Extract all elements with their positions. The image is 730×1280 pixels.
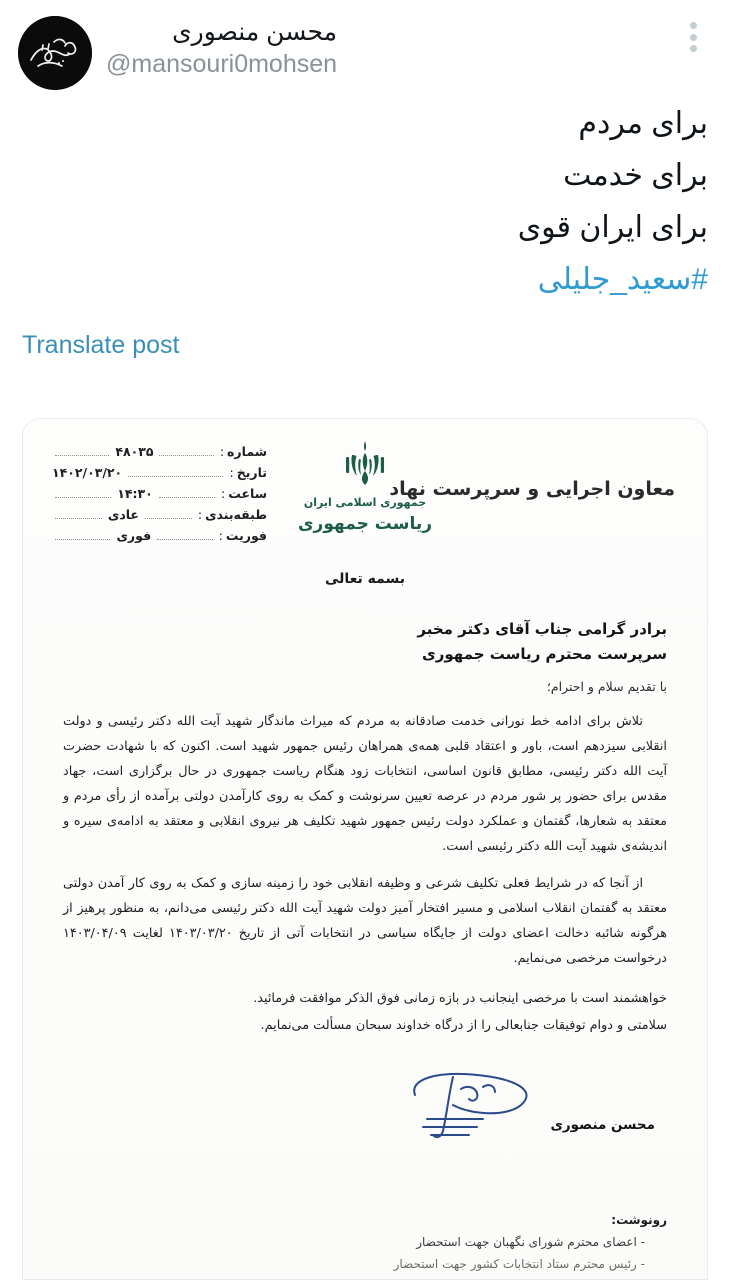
meta-label: شماره	[227, 444, 267, 459]
dotted-leader	[55, 518, 102, 519]
letter-greeting: با تقدیم سلام و احترام؛	[546, 679, 667, 694]
translate-post-link[interactable]: Translate post	[22, 331, 180, 359]
letter-header	[23, 419, 707, 609]
post-line-3: برای ایران قوی	[517, 211, 708, 244]
dot	[690, 34, 697, 41]
meta-label: تاریخ	[236, 465, 267, 480]
meta-value: ۱۴:۳۰	[117, 486, 153, 501]
meta-label: ساعت	[228, 486, 267, 501]
avatar[interactable]	[18, 16, 92, 90]
letter-department: معاون اجرایی و سرپرست نهاد	[389, 478, 675, 500]
dotted-leader	[159, 497, 215, 498]
calligraphy-avatar-icon	[18, 16, 92, 90]
meta-colon: :	[219, 444, 225, 459]
meta-colon: :	[197, 507, 203, 522]
display-name[interactable]: محسن منصوری	[172, 18, 338, 46]
account-identity	[92, 14, 337, 80]
meta-label: فوریت	[225, 528, 267, 543]
meta-row-classification	[52, 504, 267, 525]
post-line-1: برای مردم	[578, 107, 708, 140]
letter-closing	[23, 971, 707, 1039]
closing-line-1: خواهشمند است با مرخصی اینجانب در بازه زمانی فوق الذکر موافقت فرمائید.	[253, 991, 667, 1006]
dot	[690, 45, 697, 52]
meta-value: عادی	[107, 507, 139, 522]
footer-title: رونوشت:	[611, 1213, 667, 1227]
meta-row-time	[52, 483, 267, 504]
more-vertical-icon[interactable]	[682, 20, 704, 54]
emblem-org-line2: ریاست جمهوری	[297, 514, 433, 534]
meta-label: طبقه‌بندی	[205, 507, 267, 522]
letter-paragraph-1: تلاش برای ادامه خط نورانی خدمت صادقانه به مردم که میراث ماندگار شهید آیت الله دکتر رئیسی و دولت انقلابی سیزدهم است، باور و اعتقاد قلبی همه‌ی همراهان رئیس جمهور شهید است. اکنون که با شهادت حضرت آیت الله دکتر رئیسی، مطابق قانون اساسی، انتخابات زود هنگام ریاست جمهوری در حال برگزاری است، جهاد مقدس برای حضور پر شور مردم در عرصه تعیین سرنوشت و کمک به روی کارآمدن دولتی برآمده از رأی مردم و معتقد به شعارها، گفتمان و عملکرد دولت رئیس جمهور شهید تکلیف هر نیروی انقلابی و معتقد به ادامه‌ی سیره و اندیشه‌ی شهید آیت الله دکتر رئیسی است.	[63, 714, 667, 854]
official-letter	[23, 419, 707, 1279]
recipient-line-1: برادر گرامی جناب آقای دکتر مخبر	[417, 620, 667, 638]
dotted-leader	[145, 518, 192, 519]
letter-signer-name: محسن منصوری	[550, 1117, 655, 1133]
letter-recipient	[23, 609, 707, 667]
post-header	[0, 0, 730, 92]
emblem-org-line1: جمهوری اسلامی ایران	[303, 496, 427, 509]
letter-footer	[23, 1209, 707, 1275]
post-line-2: برای خدمت	[563, 159, 708, 192]
meta-colon: :	[229, 465, 234, 480]
meta-colon: :	[221, 486, 226, 501]
footer-item: - رئیس محترم ستاد انتخابات کشور جهت استحضار	[393, 1257, 645, 1271]
post-text	[0, 92, 730, 306]
footer-item: - اعضای محترم شورای نگهبان جهت استحضار	[416, 1235, 645, 1249]
recipient-line-2: سرپرست محترم ریاست جمهوری	[422, 645, 667, 663]
meta-row-urgency	[52, 525, 267, 546]
closing-line-2: سلامتی و دوام توفیقات جنابعالی را از درگاه خداوند سبحان مسألت می‌نمایم.	[260, 1018, 667, 1033]
dot	[690, 22, 697, 29]
dotted-leader	[128, 476, 223, 477]
meta-row-date	[52, 462, 267, 483]
meta-value: ۱۴۰۲/۰۳/۲۰	[52, 465, 123, 480]
dotted-leader	[55, 455, 109, 456]
meta-value: فوری	[116, 528, 152, 543]
dotted-leader	[159, 455, 213, 456]
dotted-leader	[55, 539, 110, 540]
account-handle[interactable]: @mansouri0mohsen	[106, 50, 338, 78]
meta-row-number	[52, 441, 267, 462]
handwritten-signature-icon	[397, 1065, 557, 1143]
post-hashtag[interactable]: #سعید_جلیلی	[537, 263, 708, 296]
letter-meta-block	[52, 441, 267, 546]
iran-emblem-icon	[342, 437, 388, 489]
letter-signature-block	[23, 1065, 707, 1161]
letter-paragraph-2: از آنجا که در شرایط فعلی تکلیف شرعی و وظیفه انقلابی خود را زمینه سازی و کمک به روی کار آمدن دولتی معتقد به گفتمان انقلاب اسلامی و مسیر افتخار آمیز دولت شهید آیت الله دکتر رئیسی می‌دانم، به منظور پرهیز از هرگونه شائبه دخالت اعضای دولت از جایگاه سیاسی در انتخابات آتی از تاریخ ۱۴۰۳/۰۳/۲۰ لغایت ۱۴۰۳/۰۴/۰۹ درخواست مرخصی می‌نمایم.	[63, 876, 667, 966]
attached-document-image[interactable]	[22, 418, 708, 1280]
meta-colon: :	[218, 528, 223, 543]
letter-basmala: بسمه تعالی	[324, 571, 406, 587]
meta-value: ۴۸۰۳۵	[115, 444, 154, 459]
dotted-leader	[55, 497, 111, 498]
dotted-leader	[157, 539, 212, 540]
